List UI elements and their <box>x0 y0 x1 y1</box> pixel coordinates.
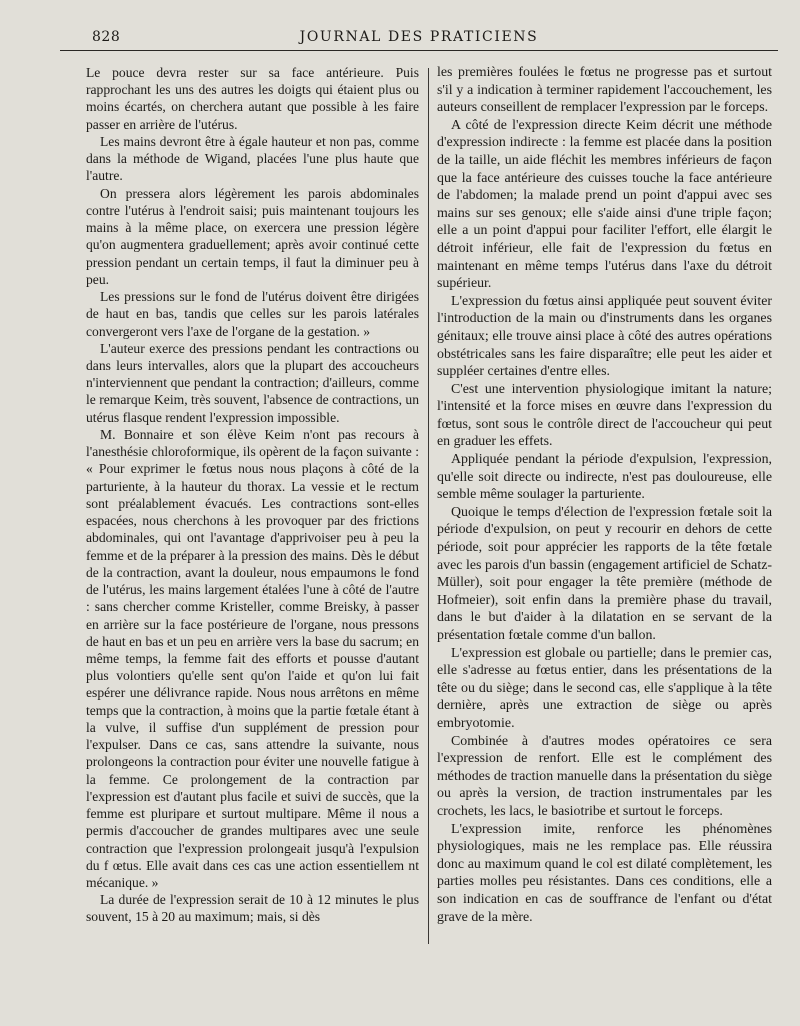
paragraph: L'expression imite, renforce les phénomènes physiologiques, mais ne les remplace pas. Elle réussira donc au maximum quand le col est dilaté complètement, les parties molles peu résistantes. Dans ces conditions, elle a son indication en cas de souffrance de l'enfant ou d'état grave de la mère. <box>437 821 772 925</box>
right-column <box>437 64 772 926</box>
paragraph: L'expression du fœtus ainsi appliquée peut souvent éviter l'introduction de la main ou d'instruments dans les organes génitaux; elle trouve ainsi place à côté des autres opérations obstétricales sans les faire disparaître; elle peut les aider et suppléer certaines d'entre elles. <box>437 293 772 380</box>
paragraph: On pressera alors légèrement les parois abdominales contre l'utérus à l'endroit saisi; puis maintenant toujours les mains à la même place, on exercera une pression légère qu'on augmentera graduellement; après avoir continué cette pression pendant un certain temps, il faut la diminuer peu à peu. <box>86 185 419 287</box>
page-number: 828 <box>92 29 121 45</box>
paragraph: les premières foulées le fœtus ne progresse pas et surtout s'il y a indication à terminer rapidement l'accouchement, les auteurs conseillent de remplacer l'expression par le forceps. <box>437 65 772 116</box>
paragraph: Quoique le temps d'élection de l'expression fœtale soit la période d'expulsion, on peut y recourir en dehors de cette période, soit pour apprécier les rapports de la tête fœtale avec les parois d'un bassin (engagement artificiel de Schatz-Müller), soit pour engager la tête première (méthode de Hofmeier), soit enfin dans la première phase du travail, dans le but d'aider à la dilatation en se servant de la présentation fœtale comme d'un ballon. <box>437 504 772 643</box>
paragraph: Appliquée pendant la période d'expulsion, l'expression, qu'elle soit directe ou indirecte, n'est pas douloureuse, elle semble même soulager la parturiente. <box>437 452 772 503</box>
paragraph: A côté de l'expression directe Keim décrit une méthode d'expression indirecte : la femme est placée dans la position de la taille, un aide fléchit les membres inférieurs de façon que la face antérieure des cuisses touche la face antérieure de l'abdomen; la malade prend un point d'appui avec ses mains sur ses genoux; elle s'aide ainsi d'une triple façon; elle a un point d'appui pour faciliter l'effort, elle élargit le détroit inférieur, elle fait de l'expression du fœtus en maintenant en même temps l'utérus dans l'axe du détroit supérieur. <box>437 117 772 292</box>
column-divider <box>428 68 429 944</box>
paragraph: L'expression est globale ou partielle; dans le premier cas, elle s'adresse au fœtus entier, dans les présentations de la tête ou du siège; dans le second cas, elle s'applique à la tête dernière, après une extraction de siège ou après embryotomie. <box>437 645 772 731</box>
paragraph: C'est une intervention physiologique imitant la nature; l'intensité et la force mises en œuvre dans l'expression du fœtus, sont sous le contrôle direct de l'accoucheur qui peut en graduer les effets. <box>437 381 772 450</box>
paragraph: M. Bonnaire et son élève Keim n'ont pas recours à l'anesthésie chloroformique, ils opèrent de la façon suivante : « Pour exprimer le fœtus nous nous plaçons à côté de la parturiente, à la hauteur du thorax. La vessie et le rectum sont préalablement évacués. Les contractions sont-elles espacées, nous cherchons à les provoquer par des frictions abdominales, qui ont l'avantage d'apprivoiser peu à peu la femme et de la préparer à la pression des mains. Dès le début de la contraction, avant la douleur, nous empaumons le fond de l'utérus, les mains largement étalées l'une à côté de l'autre : sans chercher comme Kristeller, comme Breisky, à passer en arrière sur la face postérieure de l'organe, nous pressons de haut en bas et un peu en arrière vers la base du sacrum; en même temps, la femme fait des efforts et pousse d'autant plus volontiers qu'elle sent qu'on l'aide et qu'on lui fait espérer une délivrance rapide. Nous nous arrêtons en même temps que la contraction, à moins que la partie fœtale étant à la vulve, il suffise d'un supplément de pression pour l'expulser. Dans ce cas, sans attendre la suivante, nous prolongeons la contraction pour éviter une nouvelle fatigue à la femme. Ce prolongement de la contraction par l'expression est d'autant plus facile et suivi de succès, que la femme est pluripare et surtout multipare. Même il nous a permis d'accoucher de grandes multipares avec une seule contraction que l'expression prolongeait jusqu'à l'expulsion du f œtus. Elle avait dans ces cas une action essentiellem nt mécanique. » <box>86 426 419 891</box>
paragraph: Le pouce devra rester sur sa face antérieure. Puis rapprochant les uns des autres les doigts qui étaient plus ou moins écartés, on cherchera autant que possible à les faire passer en arrière de l'utérus. <box>86 65 419 132</box>
left-column <box>86 64 419 926</box>
paragraph: Les pressions sur le fond de l'utérus doivent être dirigées de haut en bas, tandis que celles sur les parois latérales convergeront vers l'axe de l'organe de la gestation. » <box>86 289 419 339</box>
running-title: JOURNAL DES PRATICIENS <box>299 29 539 45</box>
paragraph: Les mains devront être à égale hauteur et non pas, comme dans la méthode de Wigand, placées l'une plus haute que l'autre. <box>86 133 419 184</box>
page-header <box>60 28 778 51</box>
paragraph: La durée de l'expression serait de 10 à 12 minutes le plus souvent, 15 à 20 au maximum; mais, si dès <box>86 892 419 925</box>
paragraph: Combinée à d'autres modes opératoires ce sera l'expression de renfort. Elle est le complément des méthodes de traction manuelle dans la présentation du siège ou après la version, de traction instrumentales par les crochets, les lacs, le basiotribe et surtout le forceps. <box>437 733 772 819</box>
paragraph: L'auteur exerce des pressions pendant les contractions ou dans leurs intervalles, alors que la plupart des accoucheurs n'interviennent que pendant la contraction; d'ailleurs, comme le remarque Keim, très souvent, l'absence de contractions, un utérus flasque rendent l'expression impossible. <box>86 340 419 425</box>
